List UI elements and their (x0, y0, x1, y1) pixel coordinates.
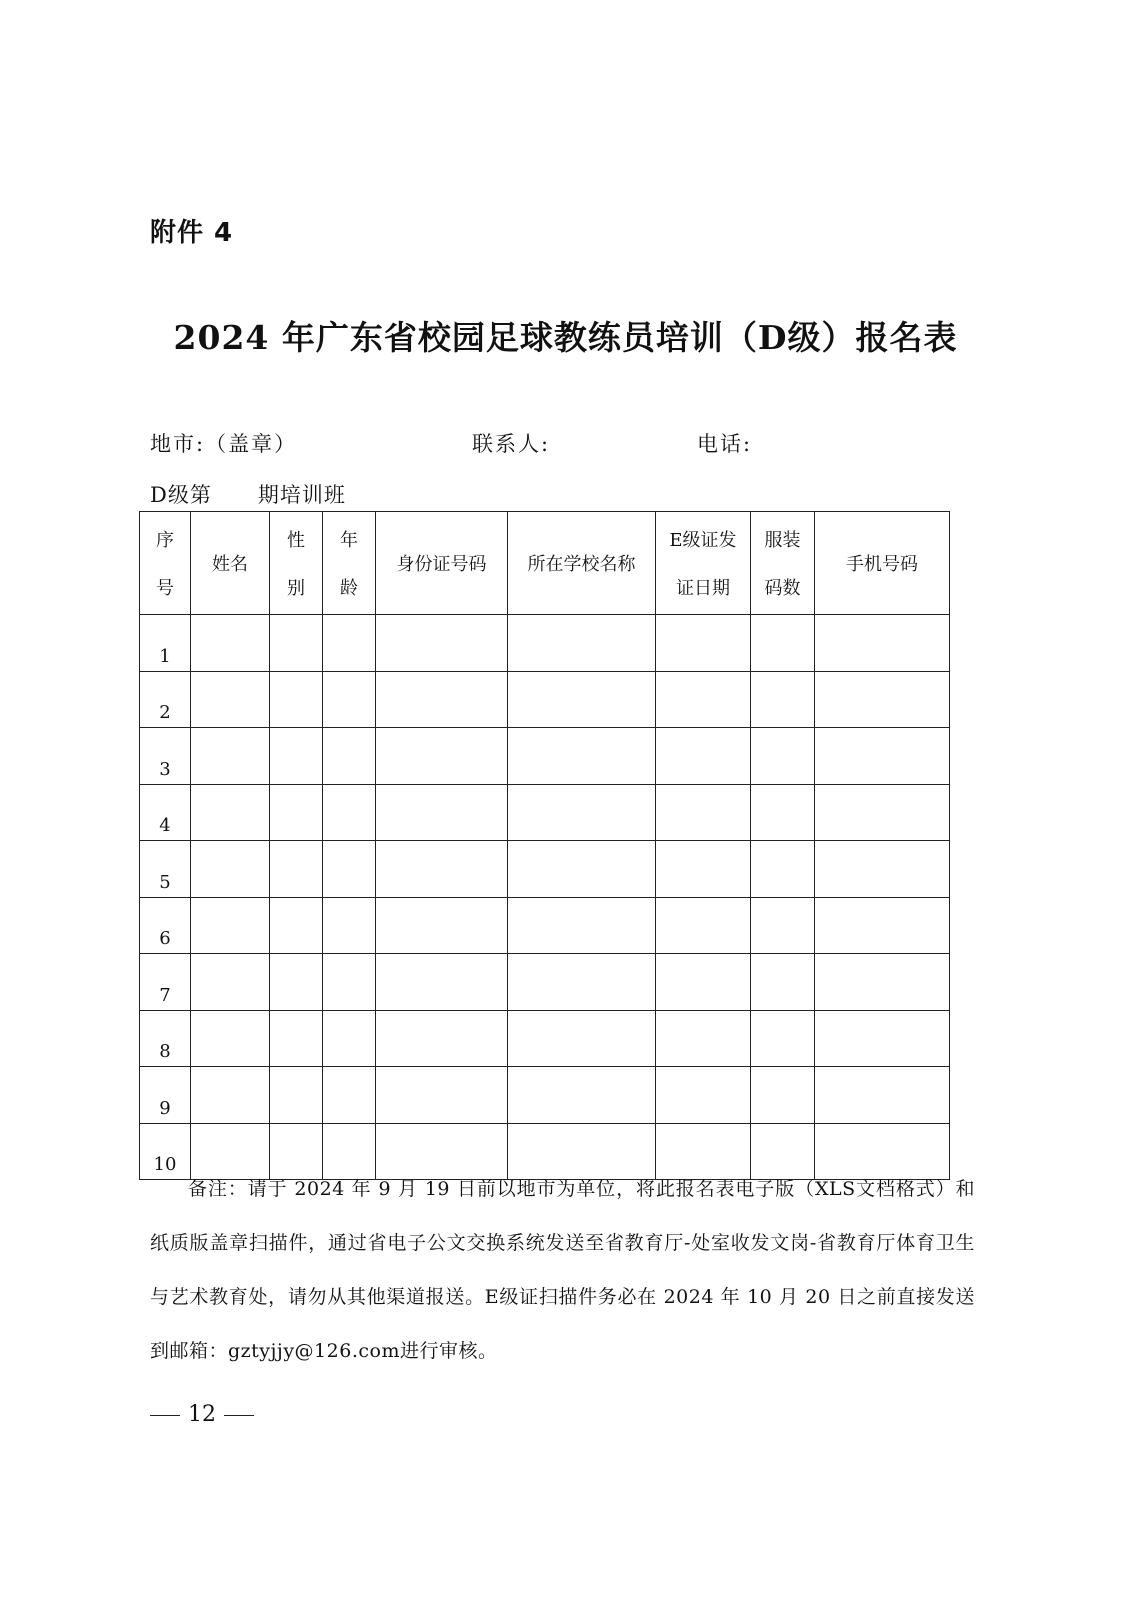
cell-name[interactable] (191, 671, 270, 728)
cell-id-number[interactable] (376, 1067, 508, 1124)
cell-seq: 3 (140, 728, 191, 785)
cell-name[interactable] (191, 784, 270, 841)
cell-uniform-size[interactable] (751, 1067, 815, 1124)
form-title: 2024 年广东省校园足球教练员培训（D级）报名表 (173, 318, 958, 357)
table-row (140, 1067, 950, 1124)
table-row (140, 728, 950, 785)
cell-seq: 6 (140, 897, 191, 954)
page-number (150, 1402, 254, 1427)
table-row (140, 671, 950, 728)
table-header-row (140, 512, 950, 615)
table-row (140, 897, 950, 954)
cell-seq: 4 (140, 784, 191, 841)
cell-name[interactable] (191, 954, 270, 1011)
cell-uniform-size[interactable] (751, 671, 815, 728)
cell-uniform-size[interactable] (751, 728, 815, 785)
cell-cert-date[interactable] (656, 728, 751, 785)
cell-name[interactable] (191, 897, 270, 954)
cell-uniform-size[interactable] (751, 897, 815, 954)
contact-field-label: 联系人: (472, 432, 551, 456)
cell-id-number[interactable] (376, 841, 508, 898)
registration-table (139, 511, 950, 1180)
cell-seq: 10 (140, 1123, 191, 1180)
cell-id-number[interactable] (376, 728, 508, 785)
header-seq: 序 号 (140, 512, 191, 615)
cell-id-number[interactable] (376, 954, 508, 1011)
cell-seq: 8 (140, 1010, 191, 1067)
cell-id-number[interactable] (376, 784, 508, 841)
table-row (140, 615, 950, 672)
cell-gender[interactable] (270, 784, 323, 841)
cell-age[interactable] (323, 671, 376, 728)
attachment-label: 附件 4 (150, 218, 234, 248)
cell-uniform-size[interactable] (751, 841, 815, 898)
cell-gender[interactable] (270, 671, 323, 728)
cell-gender[interactable] (270, 615, 323, 672)
cell-mobile[interactable] (815, 728, 950, 785)
cell-mobile[interactable] (815, 841, 950, 898)
cell-age[interactable] (323, 897, 376, 954)
page-dash-right (224, 1415, 254, 1416)
table-row (140, 784, 950, 841)
cell-cert-date[interactable] (656, 1010, 751, 1067)
cell-cert-date[interactable] (656, 784, 751, 841)
cell-school[interactable] (508, 784, 656, 841)
cell-uniform-size[interactable] (751, 1010, 815, 1067)
class-suffix: 期培训班 (257, 483, 346, 507)
phone-field-label: 电话: (697, 432, 753, 456)
cell-age[interactable] (323, 954, 376, 1011)
cell-school[interactable] (508, 728, 656, 785)
cell-age[interactable] (323, 1010, 376, 1067)
cell-mobile[interactable] (815, 954, 950, 1011)
cell-cert-date[interactable] (656, 841, 751, 898)
cell-name[interactable] (191, 841, 270, 898)
cell-school[interactable] (508, 897, 656, 954)
cell-gender[interactable] (270, 954, 323, 1011)
cell-seq: 9 (140, 1067, 191, 1124)
cell-school[interactable] (508, 841, 656, 898)
cell-mobile[interactable] (815, 897, 950, 954)
cell-id-number[interactable] (376, 1010, 508, 1067)
header-uniform-size: 服装 码数 (751, 512, 815, 615)
cell-school[interactable] (508, 1067, 656, 1124)
cell-name[interactable] (191, 1067, 270, 1124)
table-row (140, 1010, 950, 1067)
header-name: 姓名 (191, 512, 270, 615)
cell-mobile[interactable] (815, 671, 950, 728)
cell-school[interactable] (508, 1010, 656, 1067)
cell-school[interactable] (508, 615, 656, 672)
cell-age[interactable] (323, 728, 376, 785)
remarks-note: 备注：请于 2024 年 9 月 19 日前以地市为单位，将此报名表电子版（XLS文档格式）和纸质版盖章扫描件，通过省电子公文交换系统发送至省教育厅-处室收发文岗-省教育厅体育卫生与艺术教育处，请勿从其他渠道报送。E级证扫描件务必在 2024 年 10 月 20 日之前直接发送到邮箱：gztyjjy@126.com进行审核。 (150, 1178, 975, 1362)
city-field-label: 地市:（盖章） (150, 432, 298, 456)
cell-name[interactable] (191, 728, 270, 785)
cell-id-number[interactable] (376, 671, 508, 728)
cell-school[interactable] (508, 954, 656, 1011)
cell-cert-date[interactable] (656, 671, 751, 728)
table-row (140, 954, 950, 1011)
cell-seq: 2 (140, 671, 191, 728)
class-line (150, 479, 346, 509)
header-id-number: 身份证号码 (376, 512, 508, 615)
cell-cert-date[interactable] (656, 1067, 751, 1124)
cell-mobile[interactable] (815, 784, 950, 841)
cell-school[interactable] (508, 671, 656, 728)
cell-cert-date[interactable] (656, 954, 751, 1011)
header-cert-date: E级证发 证日期 (656, 512, 751, 615)
cell-mobile[interactable] (815, 1010, 950, 1067)
cell-seq: 7 (140, 954, 191, 1011)
cell-name[interactable] (191, 615, 270, 672)
table-row (140, 841, 950, 898)
cell-age[interactable] (323, 1067, 376, 1124)
cell-age[interactable] (323, 615, 376, 672)
page-number-text: 12 (188, 1402, 216, 1427)
cell-uniform-size[interactable] (751, 954, 815, 1011)
cell-id-number[interactable] (376, 897, 508, 954)
header-age: 年 龄 (323, 512, 376, 615)
cell-age[interactable] (323, 784, 376, 841)
cell-seq: 1 (140, 615, 191, 672)
header-mobile: 手机号码 (815, 512, 950, 615)
cell-id-number[interactable] (376, 615, 508, 672)
cell-seq: 5 (140, 841, 191, 898)
cell-age[interactable] (323, 841, 376, 898)
cell-gender[interactable] (270, 841, 323, 898)
cell-mobile[interactable] (815, 615, 950, 672)
cell-name[interactable] (191, 1010, 270, 1067)
cell-gender[interactable] (270, 1067, 323, 1124)
cell-gender[interactable] (270, 897, 323, 954)
cell-gender[interactable] (270, 1010, 323, 1067)
page-dash-left (150, 1415, 180, 1416)
cell-cert-date[interactable] (656, 615, 751, 672)
class-prefix: D级第 (150, 483, 212, 507)
cell-uniform-size[interactable] (751, 615, 815, 672)
header-gender: 性 别 (270, 512, 323, 615)
cell-mobile[interactable] (815, 1067, 950, 1124)
cell-gender[interactable] (270, 728, 323, 785)
header-school: 所在学校名称 (508, 512, 656, 615)
cell-uniform-size[interactable] (751, 784, 815, 841)
cell-cert-date[interactable] (656, 897, 751, 954)
